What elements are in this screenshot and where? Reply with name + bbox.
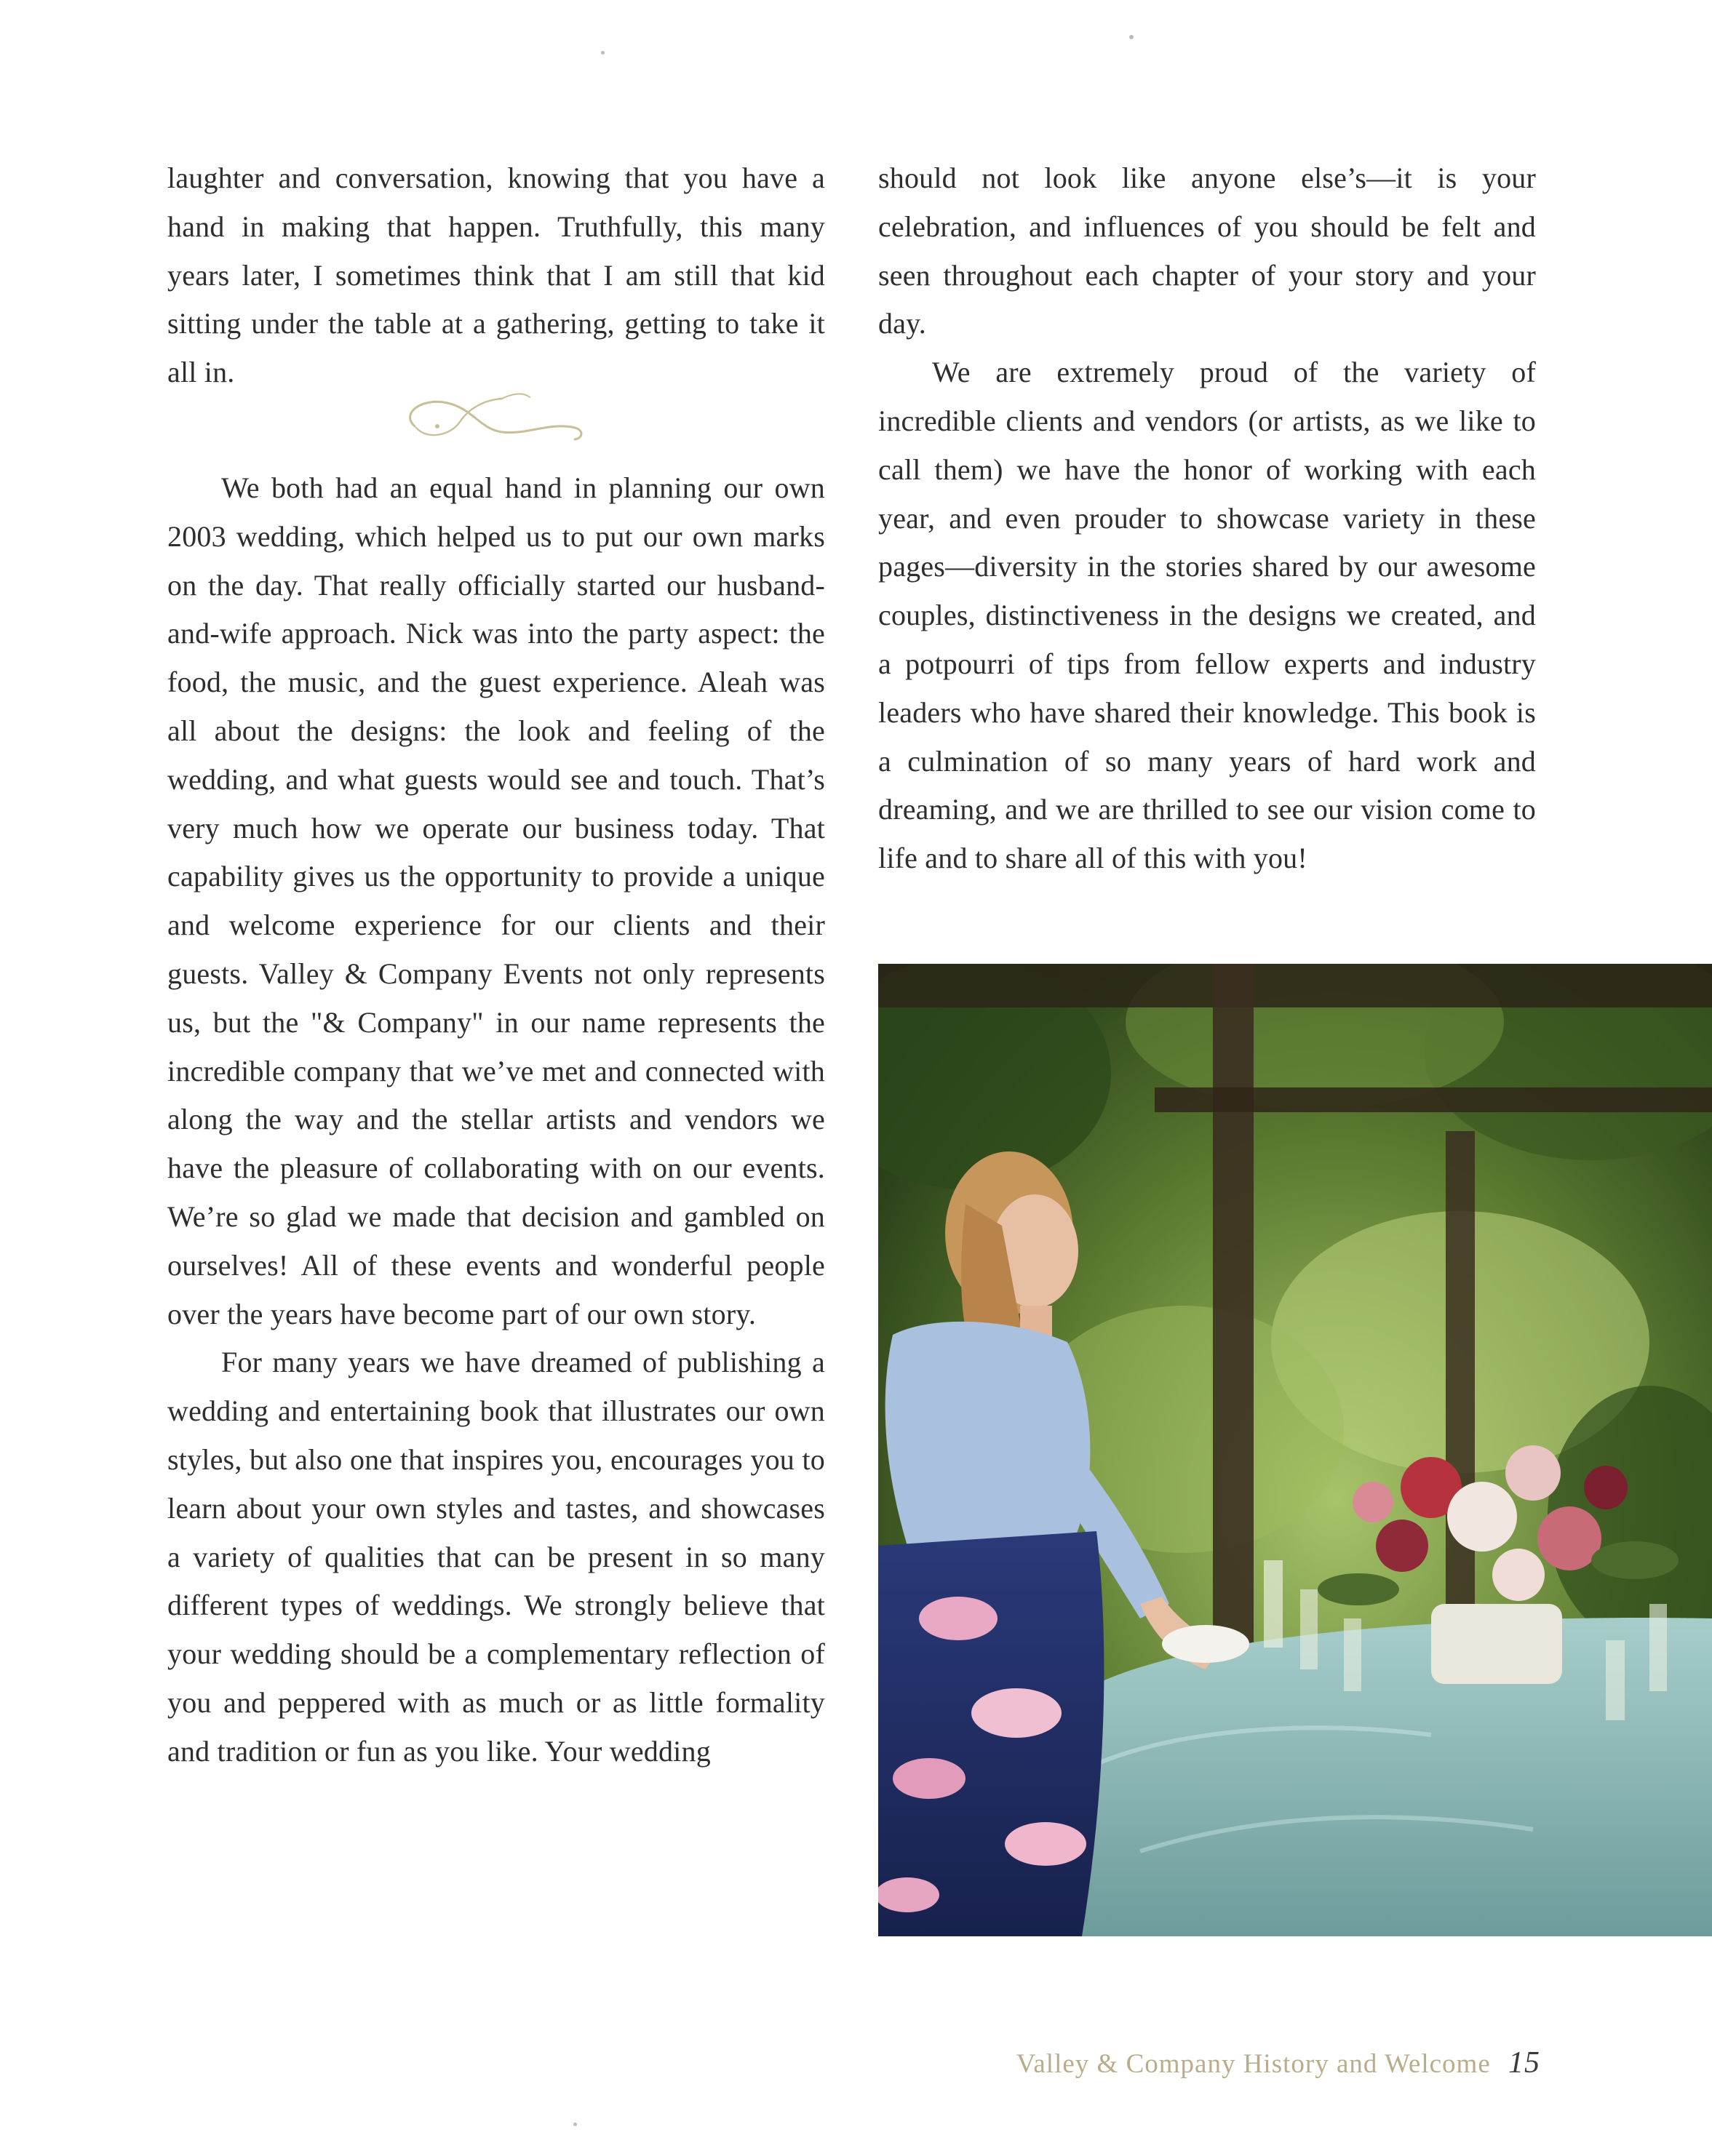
page-number: 15 — [1508, 2046, 1540, 2080]
body-paragraph: We both had an equal hand in planning our own 2003 wedding, which helped us to put our own marks on the day. That really officially started our husband-and-wife approach. Nick was into the party aspect: the food, the music, and the guest experience. Aleah was all about the designs: the look and feeling of the wedding, and what guests would see and touch. That’s very much how we operate our business today. That capability gives us the opportunity to provide a unique and welcome experience for our clients and their guests. Valley & Company Events not only represents us, but the "& Company" in our name represents the incredible company that we’ve met and connected with along the way and the stellar artists and vendors we have the pleasure of collaborating with on our events. We’re so glad we made that decision and gambled on ourselves! All of these events and wonderful people over the years have become part of our own story. — [167, 471, 825, 1330]
ornamental-flourish-icon — [393, 384, 589, 451]
right-column — [878, 154, 1536, 883]
continuation-paragraph: should not look like anyone else’s—it is your celebration, and influences of you should be felt and seen throughout each chapter of your story and your day. — [878, 161, 1536, 340]
running-title: Valley & Company History and Welcome — [1016, 2049, 1491, 2079]
opening-paragraph: laughter and conversation, knowing that you have a hand in making that happen. Truthfully, this many years later, I sometimes think that I am still that kid sitting under the table at a gathering, getting to take it all in. — [167, 161, 825, 389]
print-speck — [573, 2123, 577, 2126]
left-column-main — [167, 464, 825, 1776]
body-paragraph: We are extremely proud of the variety of incredible clients and vendors (or artists, as we like to call them) we have the honor of working with each year, and even prouder to showcase variety in these pages—diversity in the stories shared by our awesome couples, distinctiveness in the designs we created, and a potpourri of tips from fellow experts and industry leaders who have shared their knowledge. This book is a culmination of so many years of hard work and dreaming, and we are thrilled to see our vision come to life and to share all of this with you! — [878, 356, 1536, 875]
left-column-opening — [167, 154, 825, 397]
wedding-table-photo — [878, 964, 1712, 1936]
page-footer — [1016, 2045, 1540, 2080]
body-paragraph: For many years we have dreamed of publishing a wedding and entertaining book that illustrates our own styles, but also one that inspires you, encourages you to learn about your own styles and tastes, and showcases a variety of qualities that can be present in so many different types of weddings. We strongly believe that your wedding should be a complementary reflection of you and peppered with as much or as little formality and tradition or fun as you like. Your wedding — [167, 1346, 825, 1768]
print-speck — [1129, 35, 1134, 39]
print-speck — [601, 51, 605, 55]
